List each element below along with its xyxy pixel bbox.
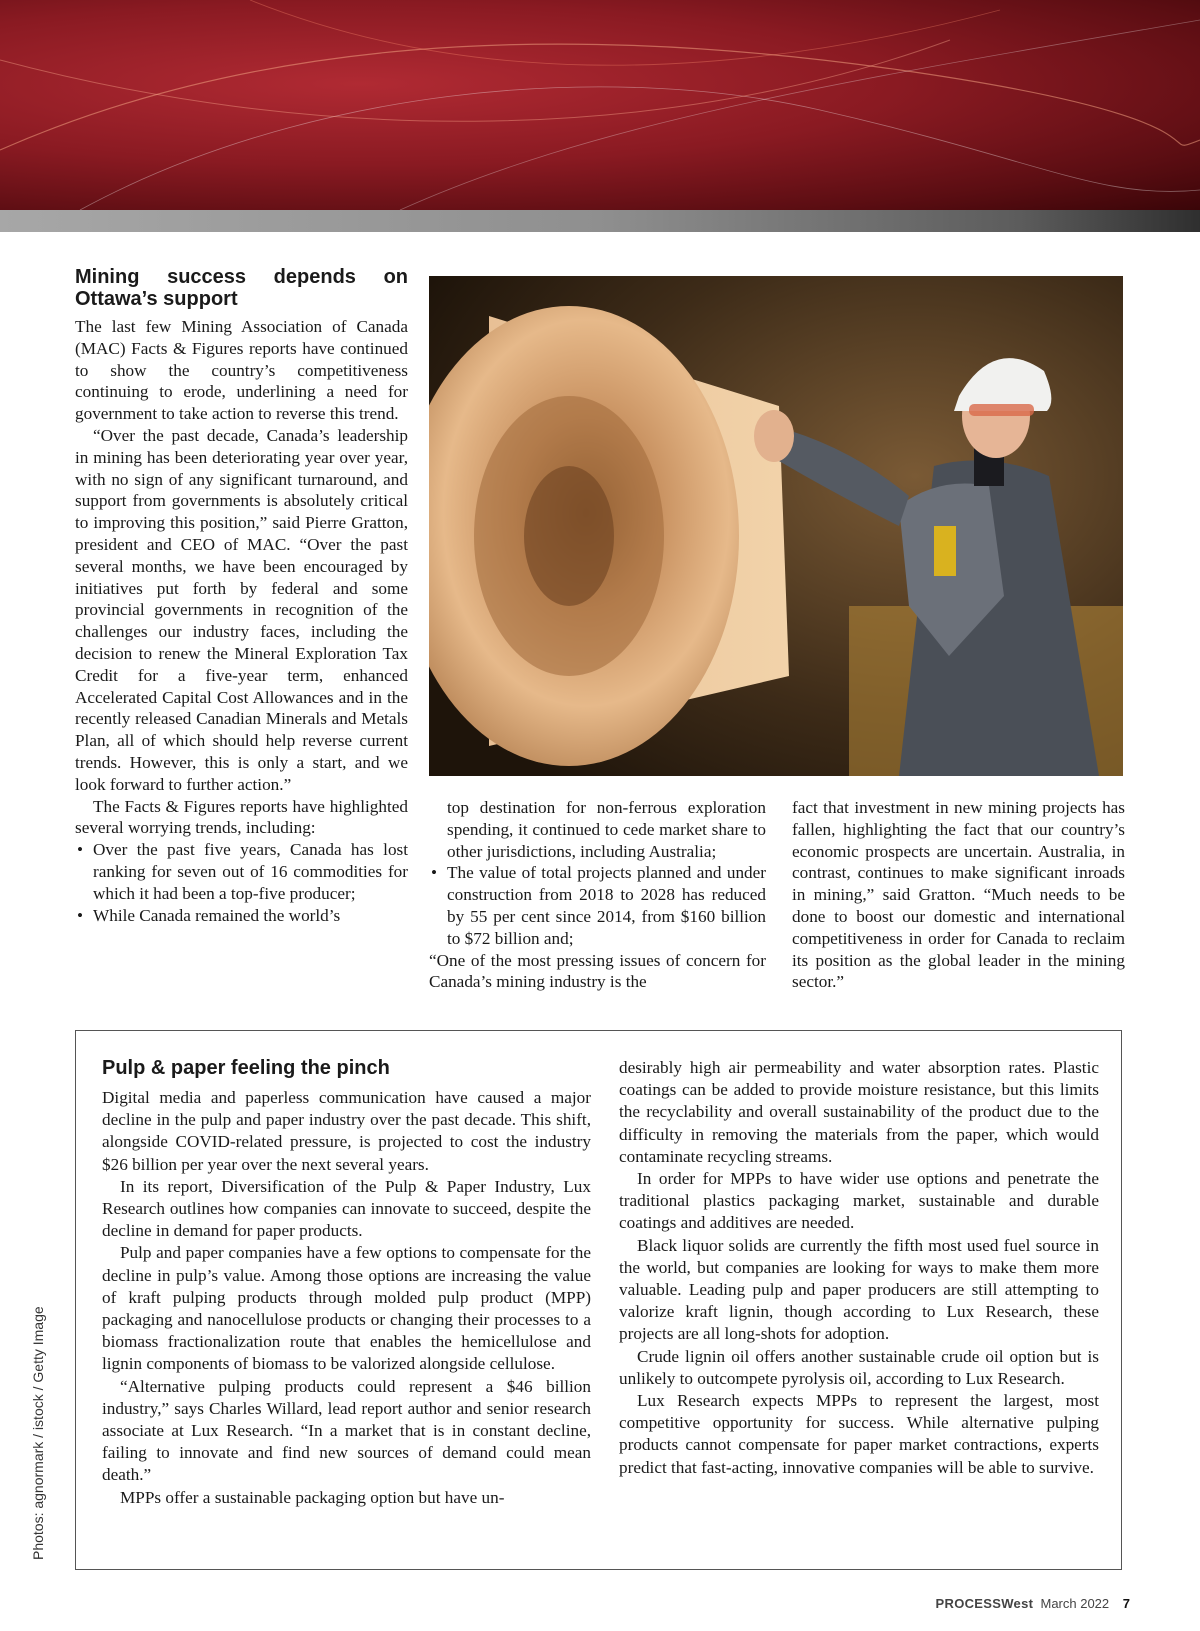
article2-paragraph: Lux Research expects MPPs to represent the largest, most competitive opportunity for success. While alternative pulping products cannot compensate for paper market contractions, experts predict that fast-acting, innovative companies will be able to survive. [619,1391,1099,1477]
header-divider-bar [0,210,1200,232]
article1-paragraph: “Over the past decade, Canada’s leadership in mining has been deteriorating year over year, with no sign of any significant turnaround, and support from governments is absolutely critical to improving this position,” said Pierre Gratton, president and CEO of MAC. “Over the past several months, we have been encouraged by initiatives put forth by federal and some provincial governments in recognition of the challenges our industry faces, including the decision to renew the Mineral Exploration Tax Credit for a five-year term, enhanced Accelerated Capital Cost Allowances and in the recently released Canadian Minerals and Metals Plan, all of which should help reverse current trends. However, this is only a start, and we look forward to further action.” [75,425,408,794]
article2-column-2 [619,1057,1099,1479]
article2-column-1 [102,1057,591,1509]
article2-paragraph: In its report, Diversification of the Pulp & Paper Industry, Lux Research outlines how companies can innovate to succeed, despite the decline in demand for paper products. [102,1176,591,1241]
article2-paragraph: Crude lignin oil offers another sustainable crude oil option but is unlikely to outcompete pyrolysis oil, according to Lux Research. [619,1346,1099,1388]
article1-bullet: • While Canada remained the world’s [75,905,408,927]
article1-column-3 [792,797,1125,993]
publication-name: PROCESSWest [935,1596,1034,1611]
article1-paragraph: The Facts & Figures reports have highlighted several worrying trends, including: [75,796,408,838]
article1-bullet-list [75,839,408,926]
article1-bullet: • Over the past five years, Canada has lost ranking for seven out of 16 commodities for which it had been a top-five producer; [75,839,408,904]
paper-roll-worker-photo [429,276,1123,776]
article2-paragraph: Digital media and paperless communication have caused a major decline in the pulp and paper industry over the past decade. This shift, alongside COVID-related pressure, is projected to cost the industry $26 billion per year over the next several years. [102,1088,591,1174]
article2-paragraph: “Alternative pulping products could represent a $46 billion industry,” says Charles Willard, lead report author and senior research associate at Lux Research. “In a market that is in constant decline, failing to innovate and find new sources of demand could mean death.” [102,1376,591,1485]
article1-column-1 [75,266,408,926]
page-footer [936,1596,1130,1611]
article1-bullet-list [429,862,766,949]
article2-sidebar-box [75,1030,1122,1570]
article1-bullet-continuation: top destination for non-ferrous exploration spending, it continued to cede market share to other jurisdictions, including Australia; [447,798,766,861]
photo-credit: Photos: agnormark / istock / Getty Image [30,1306,46,1560]
article1-paragraph: “One of the most pressing issues of concern for Canada’s mining industry is the [429,950,766,992]
issue-date: March 2022 [1040,1596,1110,1611]
article1-bullet: • The value of total projects planned and under construction from 2018 to 2028 has reduced by 55 per cent since 2014, from $160 billion to $72 billion and; [429,862,766,949]
article1-paragraph: fact that investment in new mining projects has fallen, highlighting the fact that our country’s economic prospects are uncertain. Australia, in contrast, continues to make significant inroads in mining,” said Gratton. “Much needs to be done to boost our domestic and international competitiveness in order for Canada to reclaim its position as the global leader in the mining sector.” [792,798,1125,992]
article1-column-2 [429,797,766,993]
banner-swirl-graphic [0,0,1200,210]
article2-paragraph: In order for MPPs to have wider use options and penetrate the traditional plastics packaging market, sustainable and durable coatings and additives are needed. [619,1169,1099,1233]
article2-paragraph: desirably high air permeability and water absorption rates. Plastic coatings can be added to provide moisture resistance, but this limits the recyclability and overall sustainability of the product due to the difficulty in removing the materials from the paper, which would contaminate recycling streams. [619,1058,1099,1166]
article1-paragraph: The last few Mining Association of Canada (MAC) Facts & Figures reports have continued to show the country’s competitiveness continuing to erode, underlining a need for government to take action to reverse this trend. [75,317,408,424]
article2-paragraph: Pulp and paper companies have a few options to compensate for the decline in pulp’s value. Among those options are increasing the value of kraft pulping products through molded pulp product (MPP) packaging and nanocellulose products or changing their processes to a biomass fractionalization route that enables the hemicellulose and lignin components of biomass to be valorized alongside cellulose. [102,1243,591,1374]
page-number: 7 [1122,1596,1130,1611]
header-banner [0,0,1200,210]
article2-headline: Pulp & paper feeling the pinch [102,1057,390,1079]
article2-paragraph: MPPs offer a sustainable packaging option but have un- [120,1487,505,1507]
photo-illustration [429,276,1123,776]
article1-headline: Mining success depends on Ottawa’s support [75,266,408,310]
article2-paragraph: Black liquor solids are currently the fifth most used fuel source in the world, but companies are looking for ways to make them more valuable. Leading pulp and paper producers are still attempting to valorize kraft lignin, though according to Lux Research, these projects are all long-shots for adoption. [619,1235,1099,1344]
